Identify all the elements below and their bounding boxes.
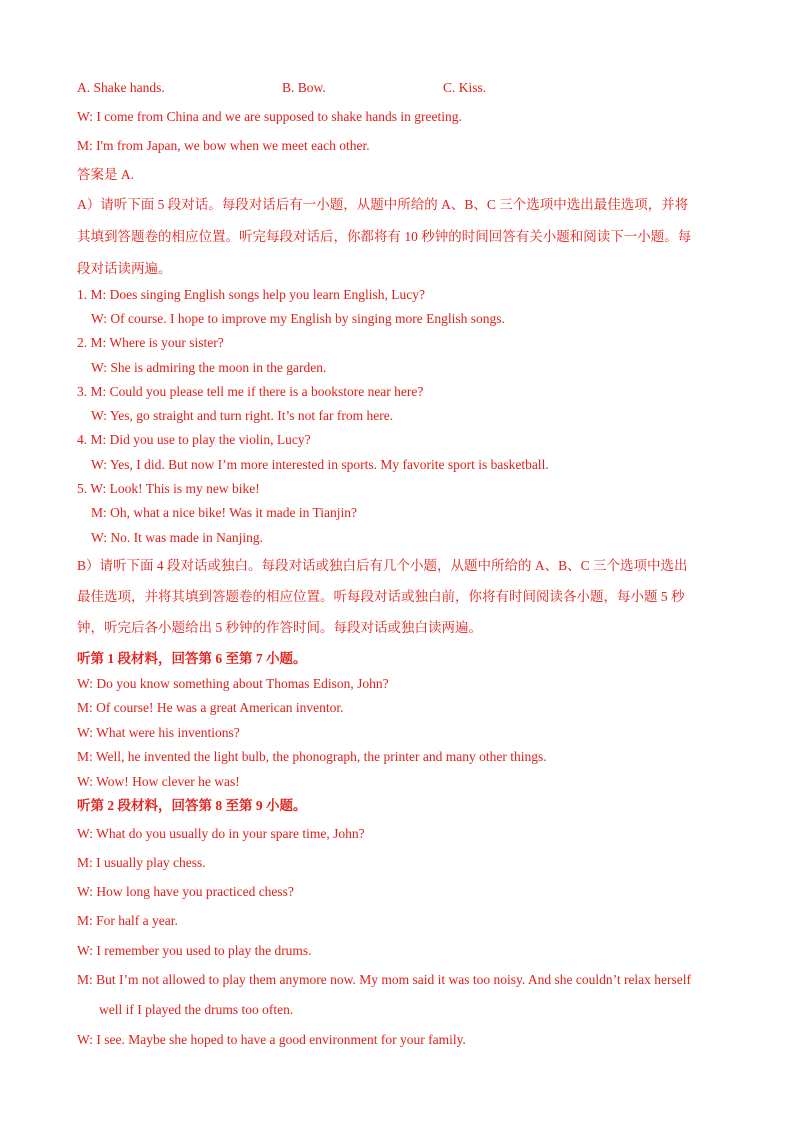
material-1-heading: 听第 1 段材料，回答第 6 至第 7 小题。 [77, 651, 307, 666]
material-2-line: W: I see. Maybe she hoped to have a good environment for your family. [77, 1032, 466, 1047]
dialogue-line: 2. M: Where is your sister? [77, 335, 224, 350]
dialogue-line: M: Oh, what a nice bike! Was it made in Tianjin? [91, 505, 357, 520]
material-1-line: W: Do you know something about Thomas Edison, John? [77, 676, 389, 691]
material-1-line: W: Wow! How clever he was! [77, 774, 240, 789]
dialogue-line: W: Of course. I hope to improve my English by singing more English songs. [91, 311, 505, 326]
material-2-line: well if I played the drums too often. [99, 1002, 294, 1017]
dialogue-line: W: No. It was made in Nanjing. [91, 530, 263, 545]
material-2-heading: 听第 2 段材料，回答第 8 至第 9 小题。 [77, 798, 307, 813]
section-a-instruction: 其填到答题卷的相应位置。听完每段对话后，你都将有 10 秒钟的时间回答有关小题和阅读下一小题。每 [77, 229, 692, 244]
option-b: B. Bow. [282, 80, 326, 95]
intro-dialogue-line: M: I'm from Japan, we bow when we meet each other. [77, 138, 370, 153]
intro-dialogue-line: W: I come from China and we are supposed to shake hands in greeting. [77, 109, 462, 124]
material-1-line: M: Of course! He was a great American inventor. [77, 700, 344, 715]
section-b-instruction: 最佳选项，并将其填到答题卷的相应位置。听每段对话或独白前，你将有时间阅读各小题，每小题 5 秒 [77, 589, 685, 604]
material-1-line: M: Well, he invented the light bulb, the phonograph, the printer and many other things. [77, 749, 547, 764]
dialogue-line: W: Yes, I did. But now I’m more interested in sports. My favorite sport is basketball. [91, 457, 549, 472]
dialogue-line: W: Yes, go straight and turn right. It’s not far from here. [91, 408, 394, 423]
section-a-instruction: 段对话读两遍。 [77, 261, 172, 276]
material-2-line: M: But I’m not allowed to play them anymore now. My mom said it was too noisy. And she couldn’t relax herself [77, 972, 692, 987]
dialogue-line: W: She is admiring the moon in the garden. [91, 360, 327, 375]
option-a: A. Shake hands. [77, 80, 165, 95]
material-2-line: W: What do you usually do in your spare time, John? [77, 826, 365, 841]
section-b-instruction: 钟，听完后各小题给出 5 秒钟的作答时间。每段对话或独白读两遍。 [77, 620, 482, 635]
section-a-instruction: A）请听下面 5 段对话。每段对话后有一小题，从题中所给的 A、B、C 三个选项中选出最佳选项，并将 [77, 197, 689, 212]
material-2-line: W: How long have you practiced chess? [77, 884, 294, 899]
material-2-line: M: I usually play chess. [77, 855, 206, 870]
material-1-line: W: What were his inventions? [77, 725, 240, 740]
dialogue-line: 4. M: Did you use to play the violin, Lucy? [77, 432, 311, 447]
option-c: C. Kiss. [443, 80, 487, 95]
dialogue-line: 5. W: Look! This is my new bike! [77, 481, 260, 496]
section-b-instruction: B）请听下面 4 段对话或独白。每段对话或独白后有几个小题，从题中所给的 A、B、C 三个选项中选出 [77, 558, 688, 573]
answer-line: 答案是 A. [77, 167, 134, 182]
material-2-line: W: I remember you used to play the drums. [77, 943, 312, 958]
material-2-line: M: For half a year. [77, 913, 178, 928]
dialogue-line: 3. M: Could you please tell me if there is a bookstore near here? [77, 384, 424, 399]
dialogue-line: 1. M: Does singing English songs help you learn English, Lucy? [77, 287, 425, 302]
